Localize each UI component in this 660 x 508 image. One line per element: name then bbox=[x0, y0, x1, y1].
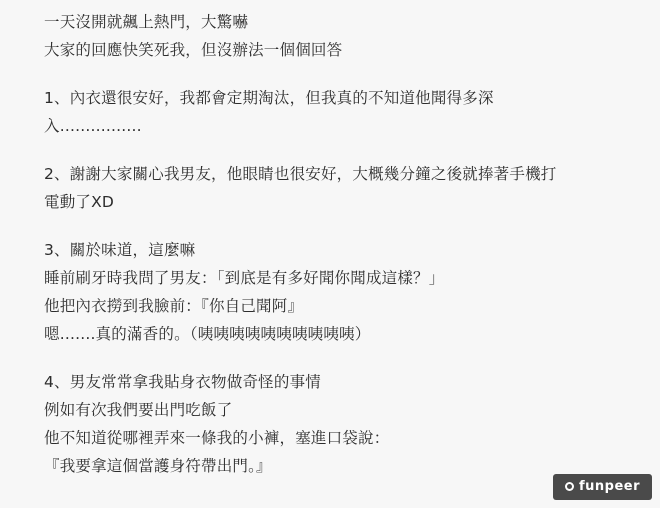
circle-dot-icon bbox=[565, 482, 574, 491]
text-line: 他不知道從哪裡弄來一條我的小褲，塞進口袋說： bbox=[44, 429, 390, 447]
watermark-label: funpeer bbox=[578, 479, 640, 494]
text-line: 他把內衣撈到我臉前：『你自己聞阿』 bbox=[44, 297, 304, 315]
watermark-badge bbox=[553, 474, 652, 500]
paragraph bbox=[44, 236, 644, 348]
text-line: 一天沒開就飆上熱門，大驚嚇 bbox=[44, 13, 249, 31]
text-line: 睡前刷牙時我問了男友：「到底是有多好聞你聞成這樣？」 bbox=[44, 269, 445, 287]
text-line: 大家的回應快笑死我，但沒辦法一個個回答 bbox=[44, 41, 343, 59]
text-line: 嗯.......真的滿香的。（咦咦咦咦咦咦咦咦咦咦） bbox=[44, 325, 371, 343]
text-line: 3、關於味道，這麼嘛 bbox=[44, 241, 196, 259]
paragraph bbox=[44, 368, 644, 480]
text-line: 2、謝謝大家關心我男友，他眼睛也很安好，大概幾分鐘之後就捧著手機打 bbox=[44, 165, 557, 183]
text-line: 4、男友常常拿我貼身衣物做奇怪的事情 bbox=[44, 373, 321, 391]
text-line: 入................ bbox=[44, 117, 142, 135]
text-line: 『我要拿這個當護身符帶出門。』 bbox=[44, 457, 272, 475]
paragraph bbox=[44, 84, 644, 140]
paragraph bbox=[44, 8, 644, 64]
text-line: 例如有次我們要出門吃飯了 bbox=[44, 401, 233, 419]
article-body bbox=[44, 8, 644, 480]
text-line: 1、內衣還很安好，我都會定期淘汰，但我真的不知道他聞得多深 bbox=[44, 89, 494, 107]
paragraph bbox=[44, 160, 644, 216]
text-line: 電動了XD bbox=[44, 193, 115, 211]
